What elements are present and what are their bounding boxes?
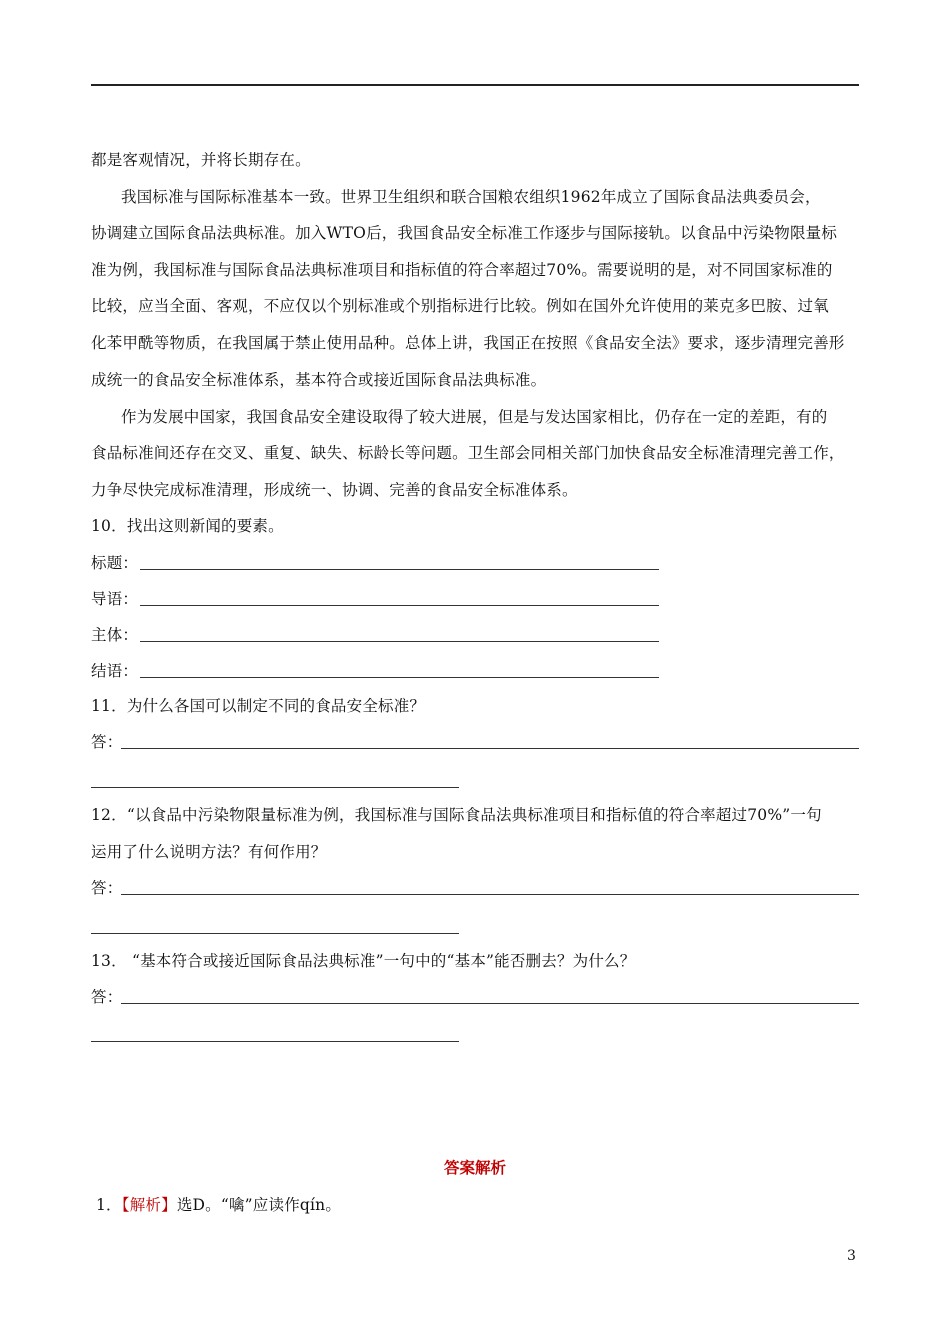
q11-answer-line-2[interactable] bbox=[91, 787, 459, 788]
q10-answer-lead[interactable] bbox=[140, 605, 659, 606]
q10-answer-body[interactable] bbox=[140, 641, 659, 642]
q11-answer-line-1[interactable] bbox=[121, 748, 859, 749]
paragraph-line: 成统一的食品安全标准体系，基本符合或接近国际食品法典标准。 bbox=[91, 371, 547, 389]
q10-label-lead: 导语： bbox=[91, 590, 139, 608]
paragraph-line: 力争尽快完成标准清理，形成统一、协调、完善的食品安全标准体系。 bbox=[91, 481, 578, 499]
q10-label-title: 标题： bbox=[91, 554, 139, 572]
q12-answer-line-2[interactable] bbox=[91, 933, 459, 934]
page-number: 3 bbox=[847, 1248, 856, 1264]
q11-answer-label: 答： bbox=[91, 733, 123, 751]
paragraph-line: 化苯甲酰等物质，在我国属于禁止使用品种。总体上讲，我国正在按照《食品安全法》要求，逐步清理完善形 bbox=[91, 334, 845, 352]
answer-1 bbox=[96, 1195, 341, 1215]
question-13-prompt: 13． “基本符合或接近国际食品法典标准”一句中的“基本”能否删去？为什么？ bbox=[91, 952, 636, 970]
paragraph-line: 比较，应当全面、客观，不应仅以个别标准或个别指标进行比较。例如在国外允许使用的莱克多巴胺、过氧 bbox=[91, 297, 829, 315]
answer-section-title: 答案解析 bbox=[443, 1158, 506, 1177]
q10-answer-ending[interactable] bbox=[140, 677, 659, 678]
answer-1-text: 选D。“噙”应读作qín。 bbox=[176, 1196, 342, 1214]
q13-answer-line-1[interactable] bbox=[121, 1003, 859, 1004]
q13-answer-label: 答： bbox=[91, 988, 123, 1006]
q12-answer-label: 答： bbox=[91, 879, 123, 897]
question-12-prompt: 运用了什么说明方法？有何作用？ bbox=[91, 843, 327, 861]
q12-answer-line-1[interactable] bbox=[121, 894, 859, 895]
paragraph-line: 准为例，我国标准与国际食品法典标准项目和指标值的符合率超过70%。需要说明的是，对不同国家标准的 bbox=[91, 261, 833, 279]
paragraph-line: 都是客观情况，并将长期存在。 bbox=[91, 151, 311, 169]
question-12-prompt: 12．“以食品中污染物限量标准为例，我国标准与国际食品法典标准项目和指标值的符合率超过70%”一句 bbox=[91, 806, 822, 824]
header-rule bbox=[91, 84, 859, 86]
q10-answer-title[interactable] bbox=[140, 569, 659, 570]
answer-1-number: 1． bbox=[96, 1196, 122, 1214]
paragraph-line: 食品标准间还存在交叉、重复、缺失、标龄长等问题。卫生部会同相关部门加快食品安全标准清理完善工作， bbox=[91, 444, 845, 462]
q10-label-body: 主体： bbox=[91, 626, 139, 644]
paragraph-line: 我国标准与国际标准基本一致。世界卫生组织和联合国粮农组织1962年成立了国际食品法典委员会， bbox=[121, 188, 821, 206]
paragraph-line: 协调建立国际食品法典标准。加入WTO后，我国食品安全标准工作逐步与国际接轨。以食品中污染物限量标 bbox=[91, 224, 838, 242]
question-10-prompt: 10．找出这则新闻的要素。 bbox=[91, 517, 284, 535]
paragraph-line: 作为发展中国家，我国食品安全建设取得了较大进展，但是与发达国家相比，仍存在一定的差距，有的 bbox=[121, 408, 828, 426]
analysis-tag: 【解析】 bbox=[121, 1196, 177, 1214]
q10-label-ending: 结语： bbox=[91, 662, 139, 680]
question-11-prompt: 11．为什么各国可以制定不同的食品安全标准？ bbox=[91, 697, 426, 715]
q13-answer-line-2[interactable] bbox=[91, 1041, 459, 1042]
